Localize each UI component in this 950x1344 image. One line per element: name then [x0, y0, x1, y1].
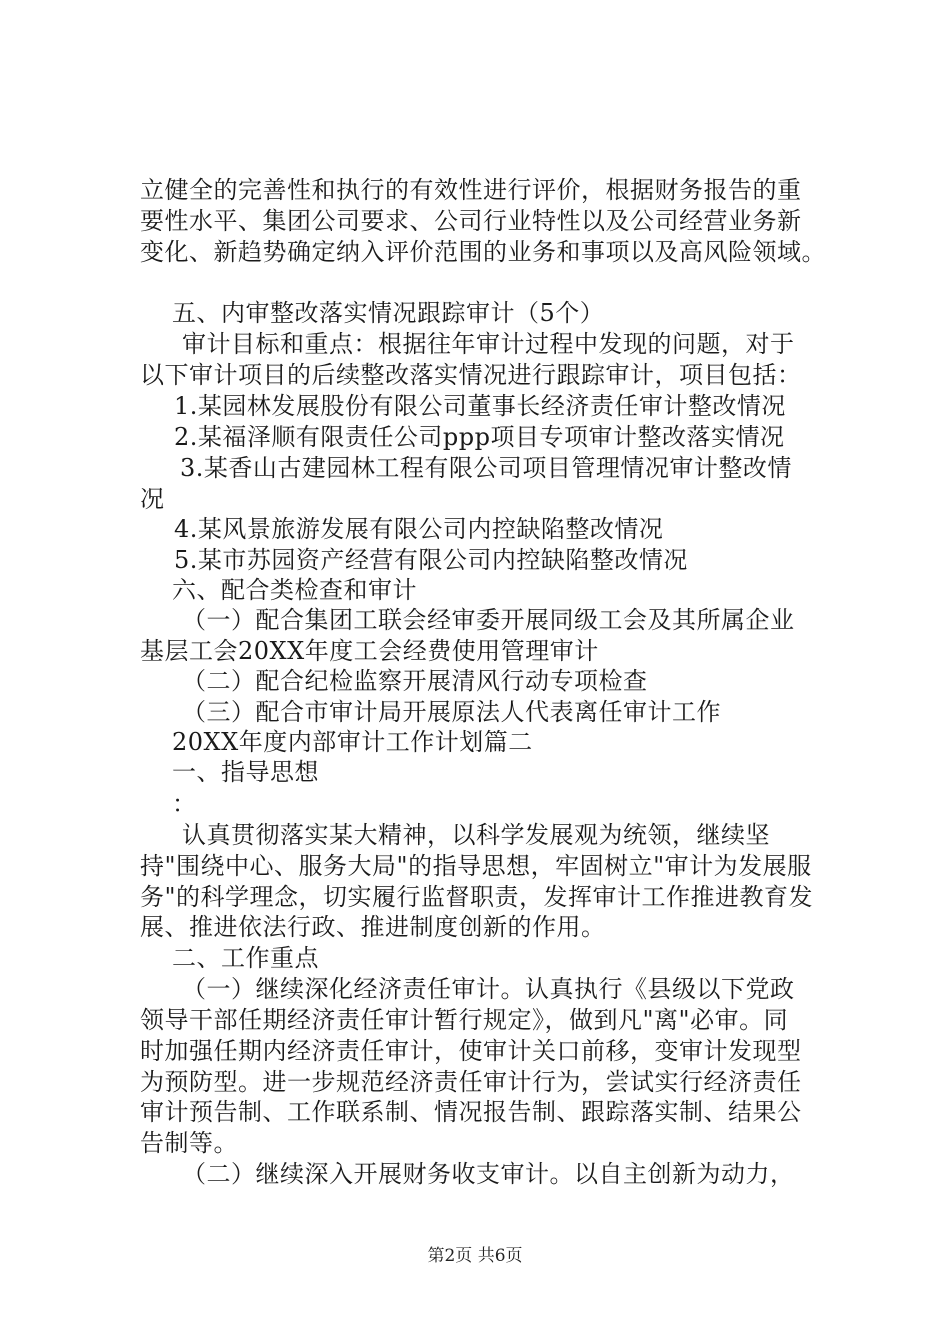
- list-item: 1.某园林发展股份有限公司董事长经济责任审计整改情况: [174, 392, 786, 420]
- body-text-line: （一）配合集团工联会经审委开展同级工会及其所属企业: [182, 606, 795, 634]
- page-number-footer: 第2页 共6页: [427, 1246, 523, 1266]
- section-heading: 二、工作重点: [172, 944, 319, 972]
- section-heading: 六、配合类检查和审计: [172, 576, 417, 604]
- body-text-line: 务"的科学理念，切实履行监督职责，发挥审计工作推进教育发: [140, 883, 814, 911]
- body-text-line: 基层工会20XX年度工会经费使用管理审计: [140, 637, 599, 665]
- body-text-line: 审计预告制、工作联系制、情况报告制、跟踪落实制、结果公: [140, 1098, 802, 1126]
- document-subtitle: 20XX年度内部审计工作计划篇二: [172, 728, 533, 756]
- section-heading: 一、指导思想: [172, 758, 319, 786]
- body-text-line: ：: [172, 790, 197, 818]
- list-item: 4.某风景旅游发展有限公司内控缺陷整改情况: [174, 515, 664, 543]
- body-text-line: 立健全的完善性和执行的有效性进行评价，根据财务报告的重: [140, 176, 802, 204]
- body-text-line: 展、推进依法行政、推进制度创新的作用。: [140, 913, 606, 941]
- body-text-line: 领导干部任期经济责任审计暂行规定》，做到凡"离"必审。同: [140, 1006, 789, 1034]
- list-item: 3.某香山古建园林工程有限公司项目管理情况审计整改情: [180, 454, 792, 482]
- body-text-line: （一）继续深化经济责任审计。认真执行《县级以下党政: [182, 975, 795, 1003]
- body-text-line: （三）配合市审计局开展原法人代表离任审计工作: [182, 698, 721, 726]
- body-text-line: 以下审计项目的后续整改落实情况进行跟踪审计，项目包括：: [140, 361, 802, 389]
- body-text-line: （二）继续深入开展财务收支审计。以自主创新为动力，: [182, 1160, 795, 1188]
- body-text-line: 认真贯彻落实某大精神，以科学发展观为统领，继续坚: [182, 821, 770, 849]
- body-text-line: 持"围绕中心、服务大局"的指导思想，牢固树立"审计为发展服: [140, 852, 812, 880]
- list-item-continuation: 况: [140, 485, 165, 513]
- body-text-line: 要性水平、集团公司要求、公司行业特性以及公司经营业务新: [140, 207, 802, 235]
- body-text-line: 告制等。: [140, 1129, 238, 1157]
- body-text-line: 审计目标和重点：根据往年审计过程中发现的问题，对于: [182, 330, 795, 358]
- body-text-line: （二）配合纪检监察开展清风行动专项检查: [182, 667, 648, 695]
- body-text-line: 时加强任期内经济责任审计，使审计关口前移，变审计发现型: [140, 1037, 802, 1065]
- body-text-line: 为预防型。进一步规范经济责任审计行为，尝试实行经济责任: [140, 1068, 802, 1096]
- section-heading: 五、内审整改落实情况跟踪审计（5个）: [172, 299, 605, 327]
- list-item: 5.某市苏园资产经营有限公司内控缺陷整改情况: [174, 546, 688, 574]
- list-item: 2.某福泽顺有限责任公司ppp项目专项审计整改落实情况: [174, 423, 785, 451]
- body-text-line: 变化、新趋势确定纳入评价范围的业务和事项以及高风险领域。: [140, 238, 826, 266]
